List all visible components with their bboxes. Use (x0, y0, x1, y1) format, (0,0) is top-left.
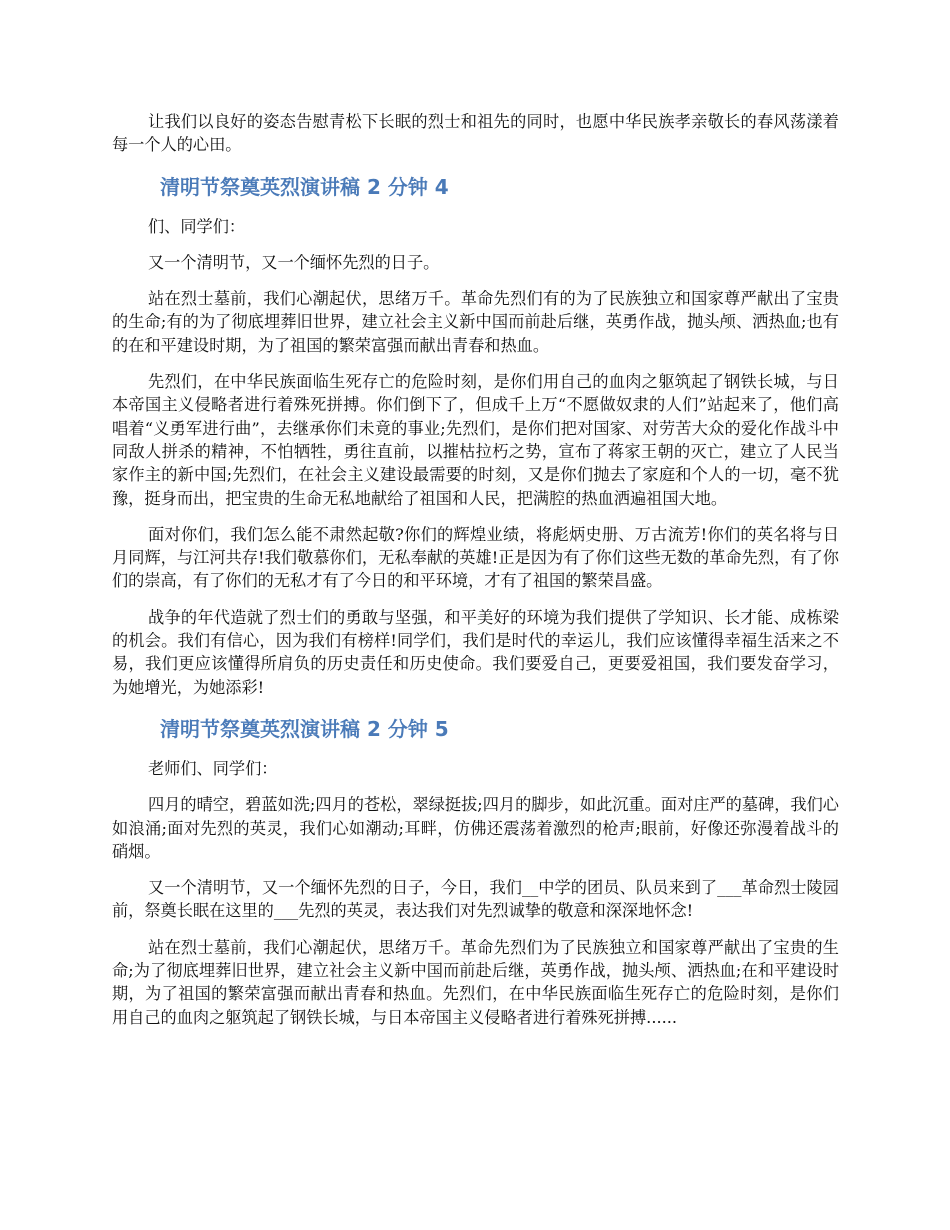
section-heading: 清明节祭奠英烈演讲稿 2 分钟 4 (160, 174, 449, 199)
paragraph: 又一个清明节，又一个缅怀先烈的日子，今日，我们__中学的团员、队员来到了___革命烈士陵园前，祭奠长眠在这里的___先烈的英灵，表达我们对先烈诚挚的敬意和深深地怀念! (112, 878, 839, 921)
paragraph: 又一个清明节，又一个缅怀先烈的日子。 (148, 252, 440, 272)
document-page (112, 110, 839, 1042)
paragraph: 站在烈士墓前，我们心潮起伏，思绪万千。革命先烈们有的为了民族独立和国家尊严献出了宝贵的生命;有的为了彻底埋葬旧世界，建立社会主义新中国而前赴后继，英勇作战，抛头颅、洒热血;也有的在和平建设时期，为了祖国的繁荣富强而献出青春和热血。 (112, 289, 839, 355)
paragraph: 四月的晴空，碧蓝如洗;四月的苍松，翠绿挺拔;四月的脚步，如此沉重。面对庄严的墓碑，我们心如浪涌;面对先烈的英灵，我们心如潮动;耳畔，仿佛还震荡着激烈的枪声;眼前，好像还弥漫着战斗的硝烟。 (112, 795, 839, 861)
paragraph: 们、同学们： (148, 216, 246, 236)
paragraph: 面对你们，我们怎么能不肃然起敬?你们的辉煌业绩，将彪炳史册、万古流芳!你们的英名将与日月同辉，与江河共存!我们敬慕你们，无私奉献的英雄!正是因为有了你们这些无数的革命先烈，有了你们的崇高，有了你们的无私才有了今日的和平环境，才有了祖国的繁荣昌盛。 (112, 524, 839, 591)
paragraph: 先烈们，在中华民族面临生死存亡的危险时刻，是你们用自己的血肉之躯筑起了钢铁长城，与日本帝国主义侵略者进行着殊死拼搏。你们倒下了，但成千上万“不愿做奴隶的人们”站起来了，他们高唱着“义勇军进行曲”，去继承你们未竟的事业;先烈们，是你们把对国家、对劳苦大众的爱化作战斗中同敌人拼杀的精神，不怕牺牲，勇往直前，以摧枯拉朽之势，宣布了蒋家王朝的灭亡，建立了人民当家作主的新中国;先烈们，在社会主义建设最需要的时刻，又是你们抛去了家庭和个人的一切，毫不犹豫，挺身而出，把宝贵的生命无私地献给了祖国和人民，把满腔的热血洒遍祖国大地。 (112, 372, 839, 508)
paragraph: 站在烈士墓前，我们心潮起伏，思绪万千。革命先烈们为了民族独立和国家尊严献出了宝贵的生命;为了彻底埋葬旧世界，建立社会主义新中国而前赴后继，英勇作战，抛头颅、洒热血;在和平建设时期，为了祖国的繁荣富强而献出青春和热血。先烈们，在中华民族面临生死存亡的危险时刻，是你们用自己的血肉之躯筑起了钢铁长城，与日本帝国主义侵略者进行着殊死拼搏...... (112, 937, 839, 1027)
paragraph: 战争的年代造就了烈士们的勇敢与坚强，和平美好的环境为我们提供了学知识、长才能、成栋梁的机会。我们有信心，因为我们有榜样!同学们，我们是时代的幸运儿，我们应该懂得幸福生活来之不易，我们更应该懂得所肩负的历史责任和历史使命。我们要爱自己，更要爱祖国，我们要发奋学习，为她增光，为她添彩! (112, 607, 839, 697)
paragraph: 老师们、同学们： (148, 758, 278, 778)
paragraph: 让我们以良好的姿态告慰青松下长眠的烈士和祖先的同时，也愿中华民族孝亲敬长的春风荡漾着每一个人的心田。 (112, 112, 839, 155)
section-heading: 清明节祭奠英烈演讲稿 2 分钟 5 (160, 716, 449, 741)
